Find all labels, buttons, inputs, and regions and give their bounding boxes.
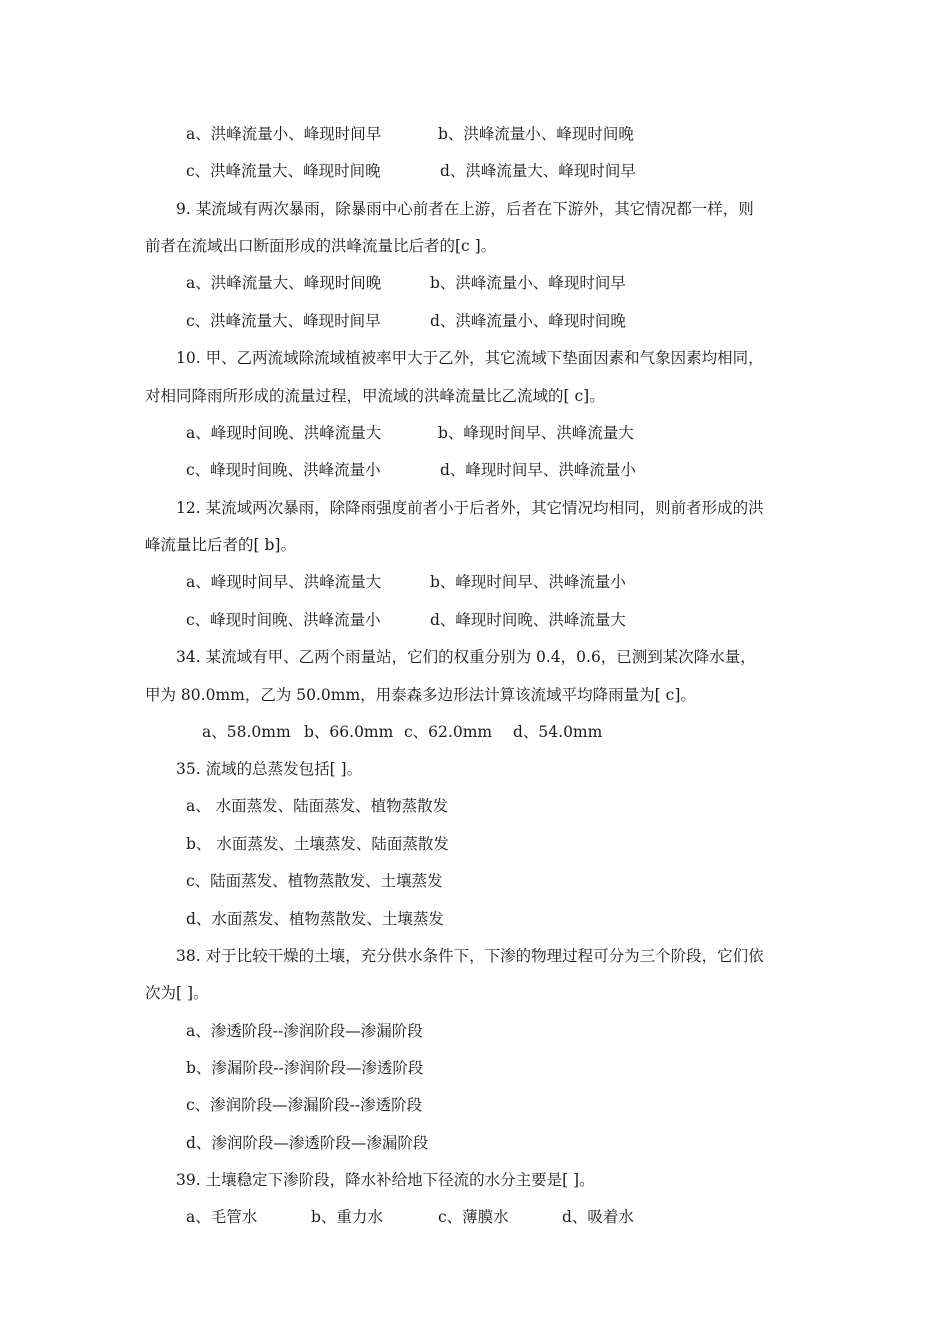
q8-option-a: a、洪峰流量小、峰现时间早 bbox=[186, 125, 382, 143]
q39-option-c: c、薄膜水 bbox=[438, 1208, 509, 1226]
q10-option-c: c、峰现时间晚、洪峰流量小 bbox=[186, 461, 381, 479]
q38-text-line2: 次为[ ]。 bbox=[145, 984, 209, 1002]
q10-option-b: b、峰现时间早、洪峰流量大 bbox=[438, 424, 634, 442]
q39-option-d: d、吸着水 bbox=[562, 1208, 634, 1226]
q12-option-a: a、峰现时间早、洪峰流量大 bbox=[186, 573, 382, 591]
q8-option-c: c、洪峰流量大、峰现时间晚 bbox=[186, 162, 381, 180]
q12-text-line2: 峰流量比后者的[ b]。 bbox=[145, 536, 296, 554]
q9-option-c: c、洪峰流量大、峰现时间早 bbox=[186, 312, 381, 330]
q9-option-b: b、洪峰流量小、峰现时间早 bbox=[430, 274, 626, 292]
q35-option-a: a、 水面蒸发、陆面蒸发、植物蒸散发 bbox=[186, 797, 449, 815]
q34-option-a: a、58.0mm bbox=[202, 723, 291, 741]
q38-text-line1: 38. 对于比较干燥的土壤，充分供水条件下，下渗的物理过程可分为三个阶段，它们依 bbox=[176, 947, 764, 965]
q10-option-d: d、峰现时间早、洪峰流量小 bbox=[440, 461, 636, 479]
q9-option-d: d、洪峰流量小、峰现时间晚 bbox=[430, 312, 626, 330]
q38-option-d: d、渗润阶段—渗透阶段—渗漏阶段 bbox=[186, 1134, 429, 1152]
q34-option-c: c、62.0mm bbox=[404, 723, 493, 741]
q35-option-b: b、 水面蒸发、土壤蒸发、陆面蒸散发 bbox=[186, 835, 449, 853]
q35-option-c: c、陆面蒸发、植物蒸散发、土壤蒸发 bbox=[186, 872, 443, 890]
q9-option-a: a、洪峰流量大、峰现时间晚 bbox=[186, 274, 382, 292]
q38-option-c: c、渗润阶段—渗漏阶段--渗透阶段 bbox=[186, 1096, 423, 1114]
q12-option-b: b、峰现时间早、洪峰流量小 bbox=[430, 573, 626, 591]
q34-text-line2: 甲为 80.0mm，乙为 50.0mm，用泰森多边形法计算该流域平均降雨量为[ c]。 bbox=[145, 686, 696, 704]
q34-text-line1: 34. 某流域有甲、乙两个雨量站，它们的权重分别为 0.4，0.6，已测到某次降水量， bbox=[176, 648, 756, 666]
q39-text-line1: 39. 土壤稳定下渗阶段，降水补给地下径流的水分主要是[ ]。 bbox=[176, 1171, 595, 1189]
q35-option-d: d、水面蒸发、植物蒸散发、土壤蒸发 bbox=[186, 910, 444, 928]
q10-text-line1: 10. 甲、乙两流域除流域植被率甲大于乙外，其它流域下垫面因素和气象因素均相同， bbox=[176, 349, 764, 367]
q12-option-d: d、峰现时间晚、洪峰流量大 bbox=[430, 611, 626, 629]
q8-option-d: d、洪峰流量大、峰现时间早 bbox=[440, 162, 636, 180]
q38-option-a: a、渗透阶段--渗润阶段—渗漏阶段 bbox=[186, 1022, 423, 1040]
q34-option-b: b、66.0mm bbox=[304, 723, 394, 741]
q39-option-a: a、毛管水 bbox=[186, 1208, 258, 1226]
q12-text-line1: 12. 某流域两次暴雨，除降雨强度前者小于后者外，其它情况均相同，则前者形成的洪 bbox=[176, 499, 764, 517]
q10-text-line2: 对相同降雨所形成的流量过程，甲流域的洪峰流量比乙流域的[ c]。 bbox=[145, 387, 605, 405]
q9-text-line2: 前者在流域出口断面形成的洪峰流量比后者的[c ]。 bbox=[145, 237, 497, 255]
q34-option-d: d、54.0mm bbox=[513, 723, 603, 741]
q10-option-a: a、峰现时间晚、洪峰流量大 bbox=[186, 424, 382, 442]
q35-text-line1: 35. 流域的总蒸发包括[ ]。 bbox=[176, 760, 363, 778]
q38-option-b: b、渗漏阶段--渗润阶段—渗透阶段 bbox=[186, 1059, 424, 1077]
q39-option-b: b、重力水 bbox=[311, 1208, 383, 1226]
q9-text-line1: 9. 某流域有两次暴雨，除暴雨中心前者在上游，后者在下游外，其它情况都一样，则 bbox=[176, 200, 754, 218]
q12-option-c: c、峰现时间晚、洪峰流量小 bbox=[186, 611, 381, 629]
q8-option-b: b、洪峰流量小、峰现时间晚 bbox=[438, 125, 634, 143]
